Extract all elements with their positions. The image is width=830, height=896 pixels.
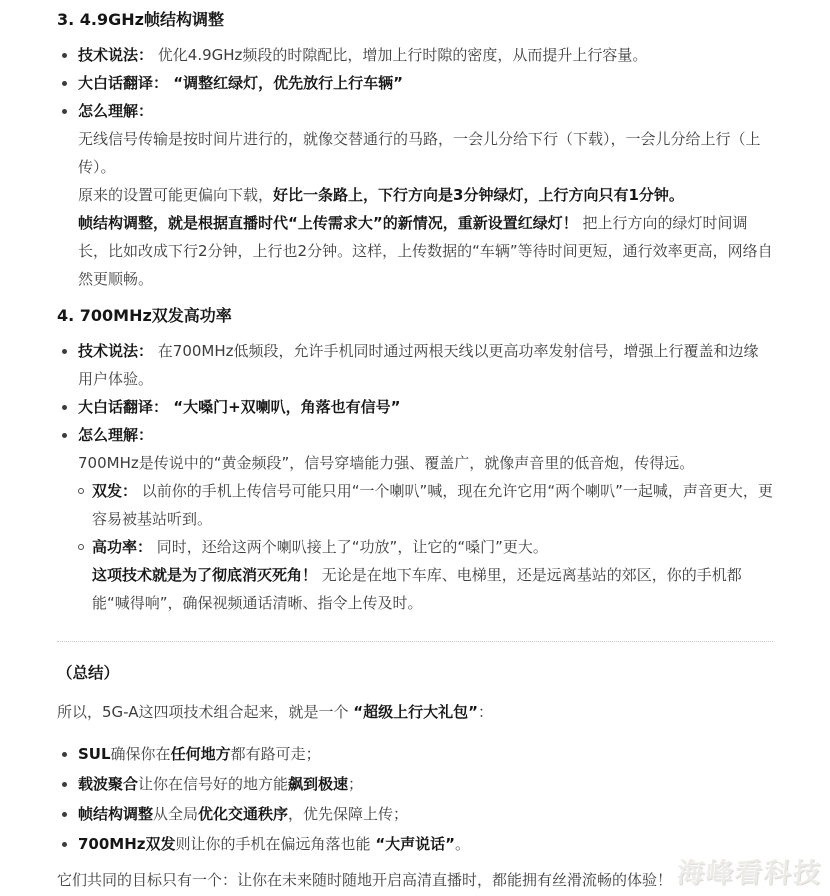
text-run: “超级上行大礼包” [353,703,478,721]
bullet-item-plain-4 [57,393,773,421]
section-3-heading: 3. 4.9GHz帧结构调整 [57,10,224,29]
bullet-text: “调整红绿灯，优先放行上行车辆” [168,74,403,92]
explain-block-4 [57,449,773,477]
text-run: 确保你在 [110,745,171,763]
term-label: 怎么理解： [78,426,154,444]
summary-intro [57,698,773,726]
summary-item-700mhz [57,830,773,858]
text-run: 这项技术就是为了彻底消灭死角！ [92,566,318,584]
summary-item-ca [57,770,773,798]
bullet-dot-icon [62,782,67,787]
text-run: 从全局 [153,805,199,823]
bullet-item-how-4 [57,421,773,449]
bullet-text: “大嗓门+双喇叭，角落也有信号” [168,398,401,416]
bullet-text: 在700MHz低频段，允许手机同时通过两根天线以更高功率发射信号，增强上行覆盖和边缘用户体验。 [78,342,759,388]
text-run: 则让你的手机在偏远角落也能 [175,835,376,853]
bullet-dot-icon [62,752,67,757]
text-run: ，优先保障上传； [288,805,409,823]
text-run: 飙到极速 [288,775,349,793]
text-run: 优化交通秩序 [198,805,289,823]
term-label: 双发： [92,482,138,500]
text-run: 载波聚合 [78,775,139,793]
text-run: 700MHz双发 [78,835,176,853]
bullet-dot-icon [62,109,67,114]
bullet-dot-icon [62,812,67,817]
bullet-dot-icon [62,349,67,354]
sub-bullet-dual-tx [57,477,773,533]
term-label: 怎么理解： [78,102,154,120]
bullet-dot-icon [62,53,67,58]
summary-item-sul [57,740,773,768]
bullet-circle-icon [78,488,84,494]
text-run: 原来的设置可能更偏向下载， [78,186,274,204]
text-run: 帧结构调整，就是根据直播时代“上传需求大”的新情况，重新设置红绿灯！ [78,214,578,232]
section-4-heading: 4. 700MHz双发高功率 [57,306,232,325]
paragraph [78,209,773,293]
text-run: ； [348,775,364,793]
bullet-item-tech-4 [57,337,773,393]
text-run: ： [478,703,494,721]
text-run: SUL [78,745,111,763]
bullet-item-tech-3 [57,41,773,69]
bullet-text: 优化4.9GHz频段的时隙配比，增加上行时隙的密度，从而提升上行容量。 [153,46,648,64]
explain-block-3 [57,125,773,293]
section-divider [57,641,773,642]
term-label: 技术说法： [78,46,154,64]
sub-bullet-high-power [57,533,773,617]
text-run: “大声说话” [375,835,456,853]
text-run: 所以，5G-A这四项技术组合起来，就是一个 [57,703,354,721]
text-run: 任何地方 [170,745,231,763]
bullet-text: 以前你的手机上传信号可能只用“一个喇叭”喊，现在允许它用“两个喇叭”一起喊，声音更大，更容易被基站听到。 [92,482,773,528]
paragraph [78,181,773,209]
bullet-item-how-3 [57,97,773,125]
text-run: 无论是在地下车库、电梯里，还是远离基站的郊区，你的手机都能“喊得响”，确保视频通话清晰、指令上传及时。 [92,566,742,612]
term-label: 技术说法： [78,342,154,360]
term-label: 大白话翻译： [78,74,169,92]
paragraph: 无线信号传输是按时间片进行的，就像交替通行的马路，一会儿分给下行（下载），一会儿分给上行（上传）。 [78,130,761,176]
bullet-dot-icon [62,842,67,847]
summary-item-frame [57,800,773,828]
bullet-dot-icon [62,81,67,86]
text-run: 让你在信号好的地方能 [138,775,289,793]
text-run: 。 [455,835,471,853]
text-run: 都有路可走； [230,745,321,763]
closing-paragraph: 它们共同的目标只有一个：让你在未来随时随地开启高清直播时，都能拥有丝滑流畅的体验！ [57,871,673,889]
paragraph: 700MHz是传说中的“黄金频段”，信号穿墙能力强、覆盖广，就像声音里的低音炮，传得远。 [78,454,695,472]
summary-heading: （总结） [57,664,120,682]
bullet-dot-icon [62,405,67,410]
watermark: 海峰看科技 [675,858,824,889]
bullet-item-plain-3 [57,69,773,97]
bullet-text: 同时，还给这两个喇叭接上了“功放”，让它的“嗓门”更大。 [152,538,548,556]
bullet-circle-icon [78,544,84,550]
bullet-dot-icon [62,433,67,438]
text-run: 把上行方向的绿灯时间调长，比如改成下行2分钟，上行也2分钟。这样，上传数据的“车辆”等待时间更短，通行效率更高，网络自然更顺畅。 [78,214,773,288]
term-label: 大白话翻译： [78,398,169,416]
term-label: 高功率： [92,538,153,556]
text-run: 帧结构调整 [78,805,154,823]
text-run: 好比一条路上，下行方向是3分钟绿灯，上行方向只有1分钟。 [273,186,684,204]
